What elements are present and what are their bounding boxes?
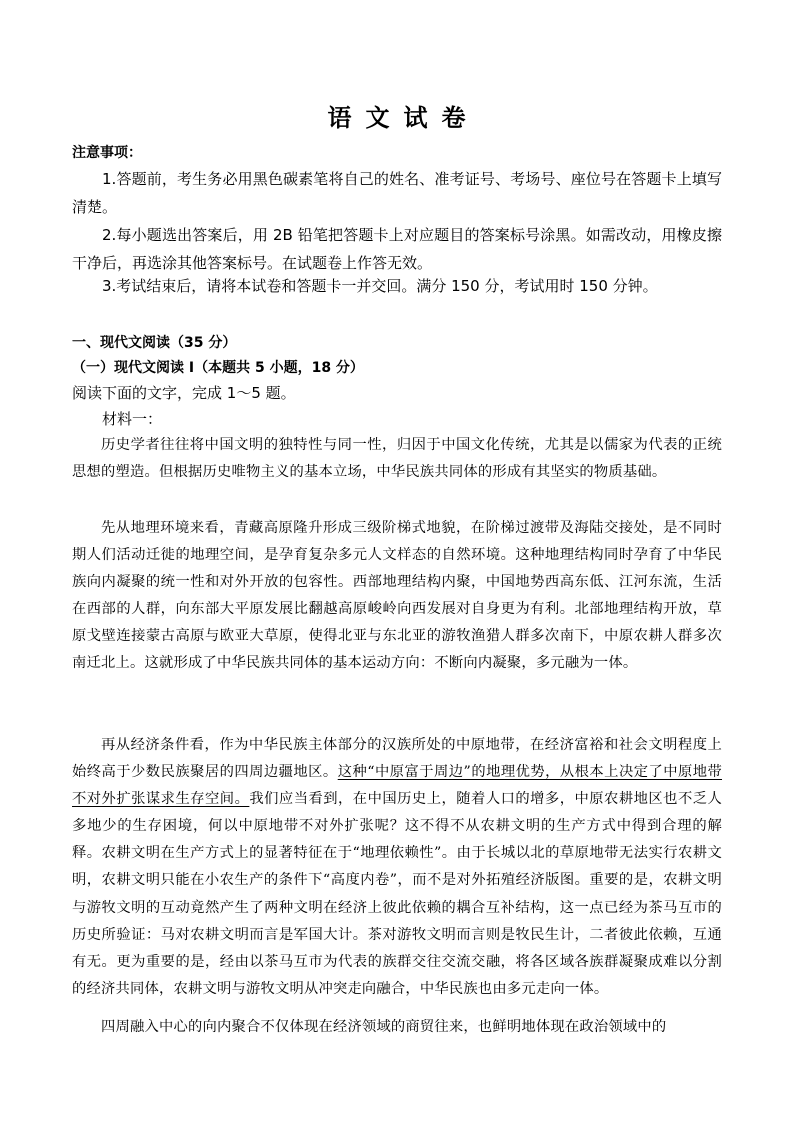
passage-paragraph-2: 先从地理环境来看，青藏高原隆升形成三级阶梯式地貌，在阶梯过渡带及海陆交接处，是不同时期人们活动迁徙的地理空间，是孕育复杂多元人文样态的自然环境。这种地理结构同时孕育了中华民族向内凝聚的统一性和对外开放的包容性。西部地理结构内聚，中国地势西高东低、江河东流，生活在西部的人群，向东部大平原发展比翻越高原峻岭向西发展对自身更为有利。北部地理结构开放，草原戈壁连接蒙古高原与欧亚大草原，使得北亚与东北亚的游牧渔猎人群多次南下，中原农耕人群多次南迁北上。这就形成了中华民族共同体的基本运动方向：不断向内凝聚，多元融为一体。 (72, 520, 722, 672)
notice-heading: 注意事项： (72, 145, 142, 161)
page-title: 语文试卷 (327, 103, 480, 132)
notice-item-3: 3.考试结束后，请将本试卷和答题卡一并交回。满分 150 分，考试用时 150 分钟。 (102, 277, 658, 295)
notice-item-2: 2.每小题选出答案后，用 2B 铅笔把答题卡上对应题目的答案标号涂黑。如需改动，用橡皮擦干净后，再选涂其他答案标号。在试题卷上作答无效。 (72, 226, 722, 272)
reading-instruction: 阅读下面的文字，完成 1～5 题。 (72, 384, 296, 402)
passage-paragraph-3 (72, 732, 722, 1003)
underlined-sentence: 这种“中原富于周边”的地理优势，从根本上决定了中原地带不对外扩张谋求生存空间。 (72, 764, 723, 808)
passage-paragraph-4: 四周融入中心的向内聚合不仅体现在经济领域的商贸往来，也鲜明地体现在政治领域中的 (101, 1019, 667, 1035)
subsection-heading: （一）现代文阅读 I（本题共 5 小题，18 分） (72, 360, 364, 376)
paragraph-3-text-a: 再从经济条件看，作为中华民族主体部分的汉族所处的中原地带，在经济富裕和社会文明程度上始终高于少数民族聚居的四周边疆地区。 (72, 737, 722, 781)
paragraph-3-text-b: 我们应当看到，在中国历史上，随着人口的增多，中原农耕地区也不乏人多地少的生存困境，何以中原地带不对外扩张呢？这不得不从农耕文明的生产方式中得到合理的解释。农耕文明在生产方式上的显著特征在于“地理依赖性”。由于长城以北的草原地带无法实行农耕文明，农耕文明只能在小农生产的条件下“高度内卷”，而不是对外拓殖经济版图。重要的是，农耕文明与游牧文明的互动竟然产生了两种文明在经济上彼此依赖的耦合互补结构，这一点已经为茶马互市的历史所验证：马对农耕文明而言是军国大计。茶对游牧文明而言则是牧民生计，二者彼此依赖，互通有无。更为重要的是，经由以茶马互市为代表的族群交往交流交融，将各区域各族群凝聚成难以分割的经济共同体，农耕文明与游牧文明从冲突走向融合，中华民族也由多元走向一体。 (72, 791, 722, 997)
material-label: 材料一： (102, 410, 163, 428)
passage-paragraph-1: 历史学者往往将中国文明的独特性与同一性，归因于中国文化传统，尤其是以儒家为代表的正统思想的塑造。但根据历史唯物主义的基本立场，中华民族共同体的形成有其坚实的物质基础。 (72, 437, 722, 481)
notice-item-1: 1.答题前，考生务必用黑色碳素笔将自己的姓名、准考证号、考场号、座位号在答题卡上填写清楚。 (72, 170, 722, 216)
section-heading: 一、现代文阅读（35 分） (72, 335, 237, 351)
